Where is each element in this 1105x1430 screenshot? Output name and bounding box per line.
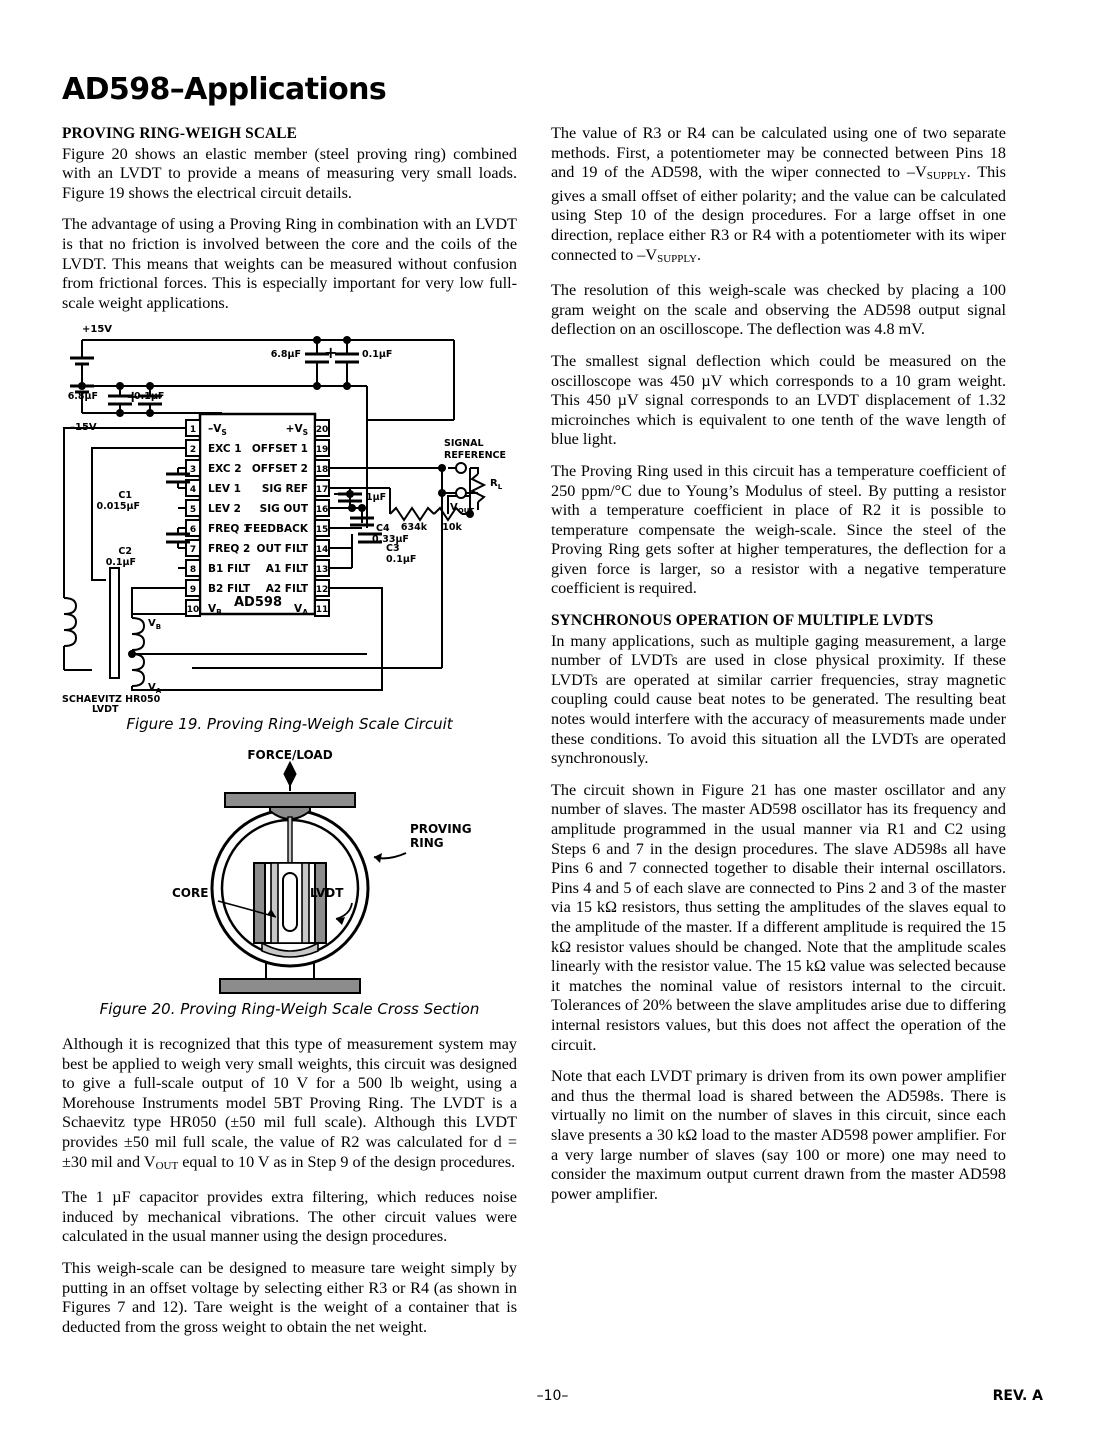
pin-label: FEEDBACK bbox=[245, 523, 308, 535]
pin-label: $V_A$ bbox=[294, 603, 308, 617]
pin-label: OFFSET 1 bbox=[251, 443, 308, 455]
cap-top-1-label: 6.8µF bbox=[270, 349, 301, 360]
pin-label: OFFSET 2 bbox=[251, 463, 308, 475]
paragraph bbox=[551, 124, 1006, 269]
ic-pin-right bbox=[260, 500, 329, 516]
potentiometer-label: 10k bbox=[442, 522, 462, 533]
pin-label: $-V_S$ bbox=[208, 423, 227, 437]
c4-name-label: C4 bbox=[376, 523, 390, 534]
pin-number: 16 bbox=[315, 505, 329, 515]
polarity-plus-icon: + bbox=[126, 387, 140, 406]
pin-label: SIG REF bbox=[261, 483, 308, 495]
paragraph: The resolution of this weigh-scale was checked by placing a 100 gram weight on the scale and observing the AD598 output signal deflection on an oscilloscope. The deflection was 4.8 mV. bbox=[551, 281, 1006, 339]
pin-number: 20 bbox=[315, 425, 329, 435]
ic-pin-left bbox=[186, 500, 241, 516]
cap-top-2-label: 0.1µF bbox=[362, 349, 393, 360]
pin-number: 15 bbox=[315, 525, 329, 535]
core bbox=[283, 873, 297, 931]
pin-label: A2 FILT bbox=[265, 583, 308, 595]
base-plate bbox=[220, 979, 360, 993]
lvdt-part-label-line2: LVDT bbox=[92, 704, 119, 715]
figure-19-caption: Figure 19. Proving Ring-Weigh Scale Circuit bbox=[126, 715, 453, 733]
pin-label: $+V_S$ bbox=[285, 423, 308, 437]
paragraph bbox=[62, 1035, 517, 1176]
feedback-resistor-label: 634k bbox=[400, 522, 428, 533]
lvdt-leader bbox=[336, 903, 352, 919]
page-title: AD598–Applications bbox=[62, 72, 387, 107]
ic-pin-left bbox=[186, 460, 242, 476]
bottom-boss bbox=[262, 943, 318, 957]
ic-pin-left bbox=[186, 480, 241, 496]
pin-number: 5 bbox=[189, 505, 197, 515]
paragraph: This weigh-scale can be designed to measure tare weight simply by putting in an offset voltage by selecting either R3 or R4 (as shown in Figures 7 and 12). Tare weight is the weight of a container that is deducted from the gross weight to obtain the net weight. bbox=[62, 1258, 517, 1336]
filter-cap-label: 1µF bbox=[366, 492, 387, 503]
force-load-label: FORCE/LOAD bbox=[247, 748, 333, 762]
page-number: –10– bbox=[536, 1388, 569, 1404]
supply-negative-label: –15V bbox=[70, 422, 97, 433]
pin-label: EXC 1 bbox=[208, 443, 242, 455]
ic-pin-left bbox=[186, 560, 251, 576]
figure-19-circuit-diagram bbox=[62, 318, 522, 715]
figure-20-caption: Figure 20. Proving Ring-Weigh Scale Cross Section bbox=[99, 1000, 480, 1018]
signal-reference-label-line1: SIGNAL bbox=[444, 438, 484, 449]
paragraph-text: . This gives a small offset of either polarity; and the value can be calculated using Step 10 of the design procedures. For a large offset in one direction, replace either R3 or R4 with a potentiometer with its wiper connected to –V bbox=[551, 163, 1006, 264]
pin-number: 2 bbox=[189, 445, 197, 455]
pin-number: 7 bbox=[189, 545, 197, 555]
c4-value-label: 0.33µF bbox=[372, 534, 409, 545]
pin-number: 17 bbox=[315, 485, 329, 495]
cap-left-2-label: 0.1µF bbox=[134, 391, 165, 402]
revision-label: REV. A bbox=[992, 1388, 1043, 1404]
top-plate bbox=[225, 793, 355, 807]
pin-number: 18 bbox=[315, 465, 329, 475]
ic-pin-right bbox=[257, 540, 329, 556]
pin-label: LEV 2 bbox=[208, 503, 241, 515]
pin-label: OUT FILT bbox=[256, 543, 308, 555]
ic-pin-right bbox=[246, 520, 329, 536]
pin-number: 6 bbox=[189, 525, 197, 535]
polarity-plus-icon: + bbox=[324, 343, 338, 362]
pin-number: 3 bbox=[189, 465, 197, 475]
pin-label: B2 FILT bbox=[208, 583, 251, 595]
lvdt-label: LVDT bbox=[310, 886, 344, 900]
pin-number: 19 bbox=[315, 445, 329, 455]
paragraph-text: equal to 10 V as in Step 9 of the design procedures. bbox=[178, 1152, 516, 1171]
paragraph: The advantage of using a Proving Ring in combination with an LVDT is that no friction is involved between the core and the coils of the LVDT. This means that weights can be measured without confusion from frictional forces. This is especially important for very low full-scale weight applications. bbox=[62, 215, 517, 312]
supply-positive-label: +15V bbox=[82, 324, 113, 335]
ic-name-label: AD598 bbox=[234, 595, 282, 610]
c2-value-label: 0.1µF bbox=[105, 557, 136, 568]
core-label: CORE bbox=[172, 886, 209, 900]
pin-number: 10 bbox=[186, 605, 200, 615]
paragraph: The Proving Ring used in this circuit has a temperature coefficient of 250 ppm/°C due to Young’s Modulus of steel. By putting a resistor with a temperature coefficient in place of R2 it is possible to temperature compensate the weigh-scale. Since the steel of the Proving Ring gets softer at higher temperatures, the deflection for a given force is larger, so a resistor with a negative temperature coefficient is required. bbox=[551, 461, 1006, 598]
pin-label: B1 FILT bbox=[208, 563, 251, 575]
section-heading-synchronous: SYNCHRONOUS OPERATION OF MULTIPLE LVDTS bbox=[551, 612, 934, 630]
pin-number: 4 bbox=[189, 485, 197, 495]
paragraph: The smallest signal deflection which could be measured on the oscilloscope was 450 µV which corresponds to a 10 gram weight. This 450 µV signal corresponds to an LVDT displacement of 1.32 microinches which is equivalent to one tenth of the wave length of blue light. bbox=[551, 351, 1006, 449]
right-column bbox=[551, 124, 1006, 1216]
pin-label: $V_B$ bbox=[208, 603, 222, 617]
left-column-lower bbox=[62, 1035, 517, 1349]
pin-number: 1 bbox=[189, 425, 197, 435]
subscript: SUPPLY bbox=[657, 252, 697, 265]
paragraph: The circuit shown in Figure 21 has one master oscillator and any number of slaves. The master AD598 oscillator has its frequency and amplitude programmed in the usual manner via R1 and C2 using Steps 6 and 7 in the design procedures. The slave AD598s all have Pins 6 and 7 connected together to disable their internal oscillators. Pins 4 and 5 of each slave are connected to Pins 2 and 3 of the master via 15 kΩ resistors, thus setting the amplitudes of the slaves equal to the amplitude of the master. If a different amplitude is required the 15 kΩ resistor values should be changed. Note that the amplitude scales linearly with the resistor value. The 15 kΩ value was selected because it matches the nominal value of resistors internal to the circuit. Tolerances of 20% between the slave amplitudes arise due to differing internal resistors values, but this does not affect the operation of the circuit. bbox=[551, 780, 1006, 1054]
ic-pin-left bbox=[186, 440, 242, 456]
proving-ring-arrow bbox=[374, 853, 382, 863]
ic-pin-right bbox=[252, 440, 329, 456]
pin-number: 9 bbox=[189, 585, 197, 595]
subscript: OUT bbox=[155, 1159, 179, 1172]
proving-ring-label-line1: PROVING bbox=[410, 822, 472, 836]
vb-winding-label: $V_B$ bbox=[148, 618, 162, 631]
c1-name-label: C1 bbox=[118, 490, 132, 501]
paragraph: In many applications, such as multiple gaging measurement, a large number of LVDTs are used in close physical proximity. If these LVDTs are operated at similar carrier frequencies, stray magnetic coupling could cause beat notes to be generated. The resulting beat notes would interfere with the accuracy of measurements made under these conditions. To avoid this situation all the LVDTs are operated synchronously. bbox=[551, 631, 1006, 768]
paragraph: The 1 µF capacitor provides extra filtering, which reduces noise induced by mechanical vibrations. The other circuit values were calculated in the usual manner using the design procedures. bbox=[62, 1188, 517, 1246]
c3-value-label: 0.1µF bbox=[386, 554, 417, 565]
lvdt-part-label-line1: SCHAEVITZ HR050 bbox=[62, 694, 161, 705]
c1-value-label: 0.015µF bbox=[96, 501, 140, 512]
pin-label: FREQ 2 bbox=[208, 543, 251, 555]
ic-pin-right bbox=[266, 560, 329, 576]
paragraph-text: Although it is recognized that this type of measurement system may best be applied to weigh very small weights, this circuit was designed to give a full-scale output of 10 V for a 500 lb weight, using a Morehouse Instruments model 5BT Proving Ring. The LVDT is a Schaevitz type HR050 (±50 mil full scale). Although this LVDT provides ±50 mil full scale, the value of R2 was calculated for d = ±30 mil and V bbox=[62, 1035, 517, 1171]
left-column bbox=[62, 124, 517, 325]
proving-ring-label-line2: RING bbox=[410, 836, 444, 850]
pin-number: 12 bbox=[315, 585, 329, 595]
subscript: SUPPLY bbox=[926, 170, 967, 183]
va-winding-label: $V_A$ bbox=[148, 682, 162, 695]
pin-label: EXC 2 bbox=[208, 463, 242, 475]
pin-label: LEV 1 bbox=[208, 483, 241, 495]
pin-label: SIG OUT bbox=[259, 503, 308, 515]
pin-number: 11 bbox=[315, 605, 329, 615]
signal-reference-label-line2: REFERENCE bbox=[444, 450, 507, 461]
pin-label: A1 FILT bbox=[265, 563, 308, 575]
load-resistor-label: $R_L$ bbox=[490, 478, 503, 491]
pin-number: 13 bbox=[315, 565, 329, 575]
section-heading-proving-ring: PROVING RING-WEIGH SCALE bbox=[62, 125, 297, 142]
pin-label: FREQ 1 bbox=[208, 523, 251, 535]
figure-20-cross-section bbox=[62, 745, 517, 995]
vout-label: $V_{OUT}$ bbox=[450, 502, 475, 515]
c2-name-label: C2 bbox=[118, 546, 132, 557]
ic-pin-left bbox=[186, 520, 250, 536]
ic-pin-left bbox=[186, 540, 250, 556]
paragraph-text: . bbox=[696, 245, 701, 264]
pin-number: 14 bbox=[315, 545, 329, 555]
cap-left-1-label: 6.8µF bbox=[67, 391, 98, 402]
ic-pin-left bbox=[186, 580, 251, 596]
ic-pin-right bbox=[266, 580, 329, 596]
pin-number: 8 bbox=[189, 565, 197, 575]
paragraph-text: The value of R3 or R4 can be calculated using one of two separate methods. First, a potentiometer may be connected between Pins 18 and 19 of the AD598, with the wiper connected to –V bbox=[551, 124, 1006, 182]
ic-pin-right bbox=[262, 480, 329, 496]
c3-name-label: C3 bbox=[386, 543, 400, 554]
ic-pin-right bbox=[252, 460, 329, 476]
paragraph: Note that each LVDT primary is driven from its own power amplifier and thus the thermal load is shared between the AD598s. There is virtually no limit on the number of slaves in this circuit, since each slave presents a 30 kΩ load to the master AD598 power amplifier. For a very large number of slaves (say 100 or more) one may need to consider the maximum output current drawn from the master AD598 power amplifier. bbox=[551, 1067, 1006, 1203]
paragraph: Figure 20 shows an elastic member (steel proving ring) combined with an LVDT to provide a means of measuring very small loads. Figure 19 shows the electrical circuit details. bbox=[62, 144, 517, 202]
